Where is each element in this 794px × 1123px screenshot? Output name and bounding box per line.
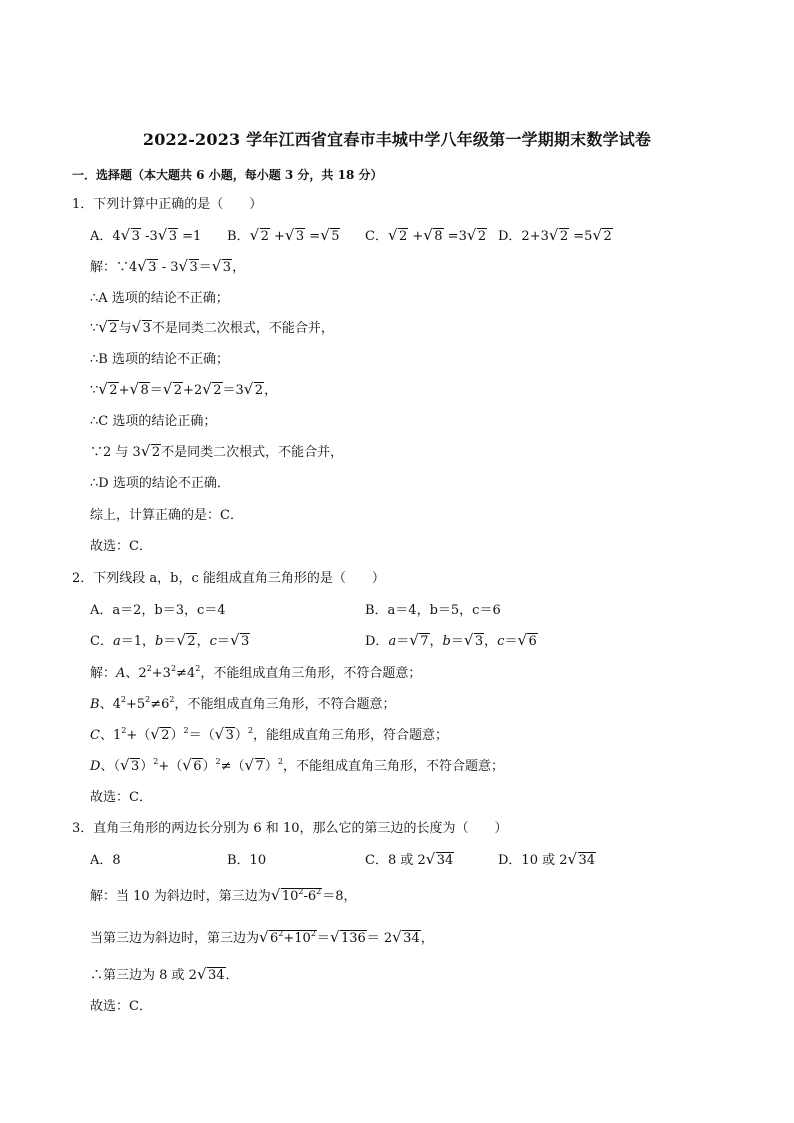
q3-answer: 故选：C． bbox=[90, 999, 152, 1014]
q2-option-d: D．a＝√ 7，b＝√ 3，c＝√ 6 bbox=[365, 633, 538, 651]
q1-solution-line: ∵2 与 3√ 2不是同类二次根式，不能合并， bbox=[90, 444, 343, 462]
q2-solution-line: D、（√ 3）$^2$+（√ 6）$^2$≠（√ 7）$^2$，不能组成直角三角形，不符合题意； bbox=[90, 758, 504, 776]
q1-solution-line: ∴B 选项的结论不正确； bbox=[90, 352, 229, 367]
q1-solution-line: 解：∵4√ 3 - 3√ 3＝√ 3， bbox=[90, 259, 245, 277]
q1-option-b: B．√ 2 +√ 3 =√ 5 bbox=[227, 228, 340, 246]
q1-option-d: D．2+3√ 2 =5√ 2 bbox=[498, 228, 613, 246]
q1-solution-line: ∴C 选项的结论正确； bbox=[90, 414, 217, 429]
q1-solution-line: ∵√ 2+√ 8＝√ 2+2√ 2＝3√ 2， bbox=[90, 382, 277, 400]
q1-solution-line: ∴D 选项的结论不正确． bbox=[90, 476, 230, 491]
q1-solution-line: 综上，计算正确的是：C． bbox=[90, 508, 243, 523]
question-2-stem: 2．下列线段 a，b，c 能组成直角三角形的是（ ） bbox=[72, 571, 385, 586]
q1-option-c: C．√ 2 +√ 8 =3√ 2 bbox=[365, 228, 487, 246]
q1-option-a: A．4√ 3 -3√ 3 =1 bbox=[90, 228, 201, 246]
q1-solution-line: ∵√ 2与√ 3不是同类二次根式，不能合并， bbox=[90, 320, 334, 338]
question-3-stem: 3．直角三角形的两边长分别为 6 和 10，那么它的第三边的长度为（ ） bbox=[72, 821, 508, 836]
q2-solution-line: C、$1^2+(√$ 2）$^2$＝（√ 3）$^2$，能组成直角三角形，符合题意； bbox=[90, 727, 448, 745]
q2-option-a: A．a＝2，b＝3，c＝4 bbox=[90, 603, 226, 618]
question-1-stem: 1．下列计算中正确的是（ ） bbox=[72, 197, 263, 212]
q3-option-a: A．8 bbox=[90, 853, 121, 868]
q2-option-b: B．a＝4，b＝5，c＝6 bbox=[365, 603, 501, 618]
q2-answer: 故选：C． bbox=[90, 790, 152, 805]
q3-solution-line: 当第三边为斜边时，第三边为√ $6^2+10^2=√$ 136＝ 2√ 34， bbox=[90, 930, 434, 948]
q2-solution-line: 解：A、$2^2+3^2\ne 4^2$，不能组成直角三角形，不符合题意； bbox=[90, 664, 422, 681]
page-title: 2022-2023 学年江西省宜春市丰城中学八年级第一学期期末数学试卷 bbox=[142, 130, 652, 149]
section-heading: 一．选择题（本大题共 6 小题，每小题 3 分，共 18 分） bbox=[72, 168, 383, 182]
q3-solution-line: 解：当 10 为斜边时，第三边为√ $10^2-6^2=8$， bbox=[90, 888, 357, 906]
q2-solution-line: B、$4^2+5^2\ne 6^2$，不能组成直角三角形，不符合题意； bbox=[90, 695, 396, 712]
q3-option-b: B．10 bbox=[227, 853, 267, 868]
q3-option-d: D．10 或 2√ 34 bbox=[498, 852, 596, 870]
q3-solution-line: ∴第三边为 8 或 2√ 34． bbox=[90, 967, 239, 985]
q2-option-c: C．a＝1，b＝√ 2，c＝√ 3 bbox=[90, 633, 250, 651]
q3-option-c: C．8 或 2√ 34 bbox=[365, 852, 454, 870]
q1-solution-line: ∴A 选项的结论不正确； bbox=[90, 291, 229, 306]
q1-answer: 故选：C． bbox=[90, 539, 152, 554]
